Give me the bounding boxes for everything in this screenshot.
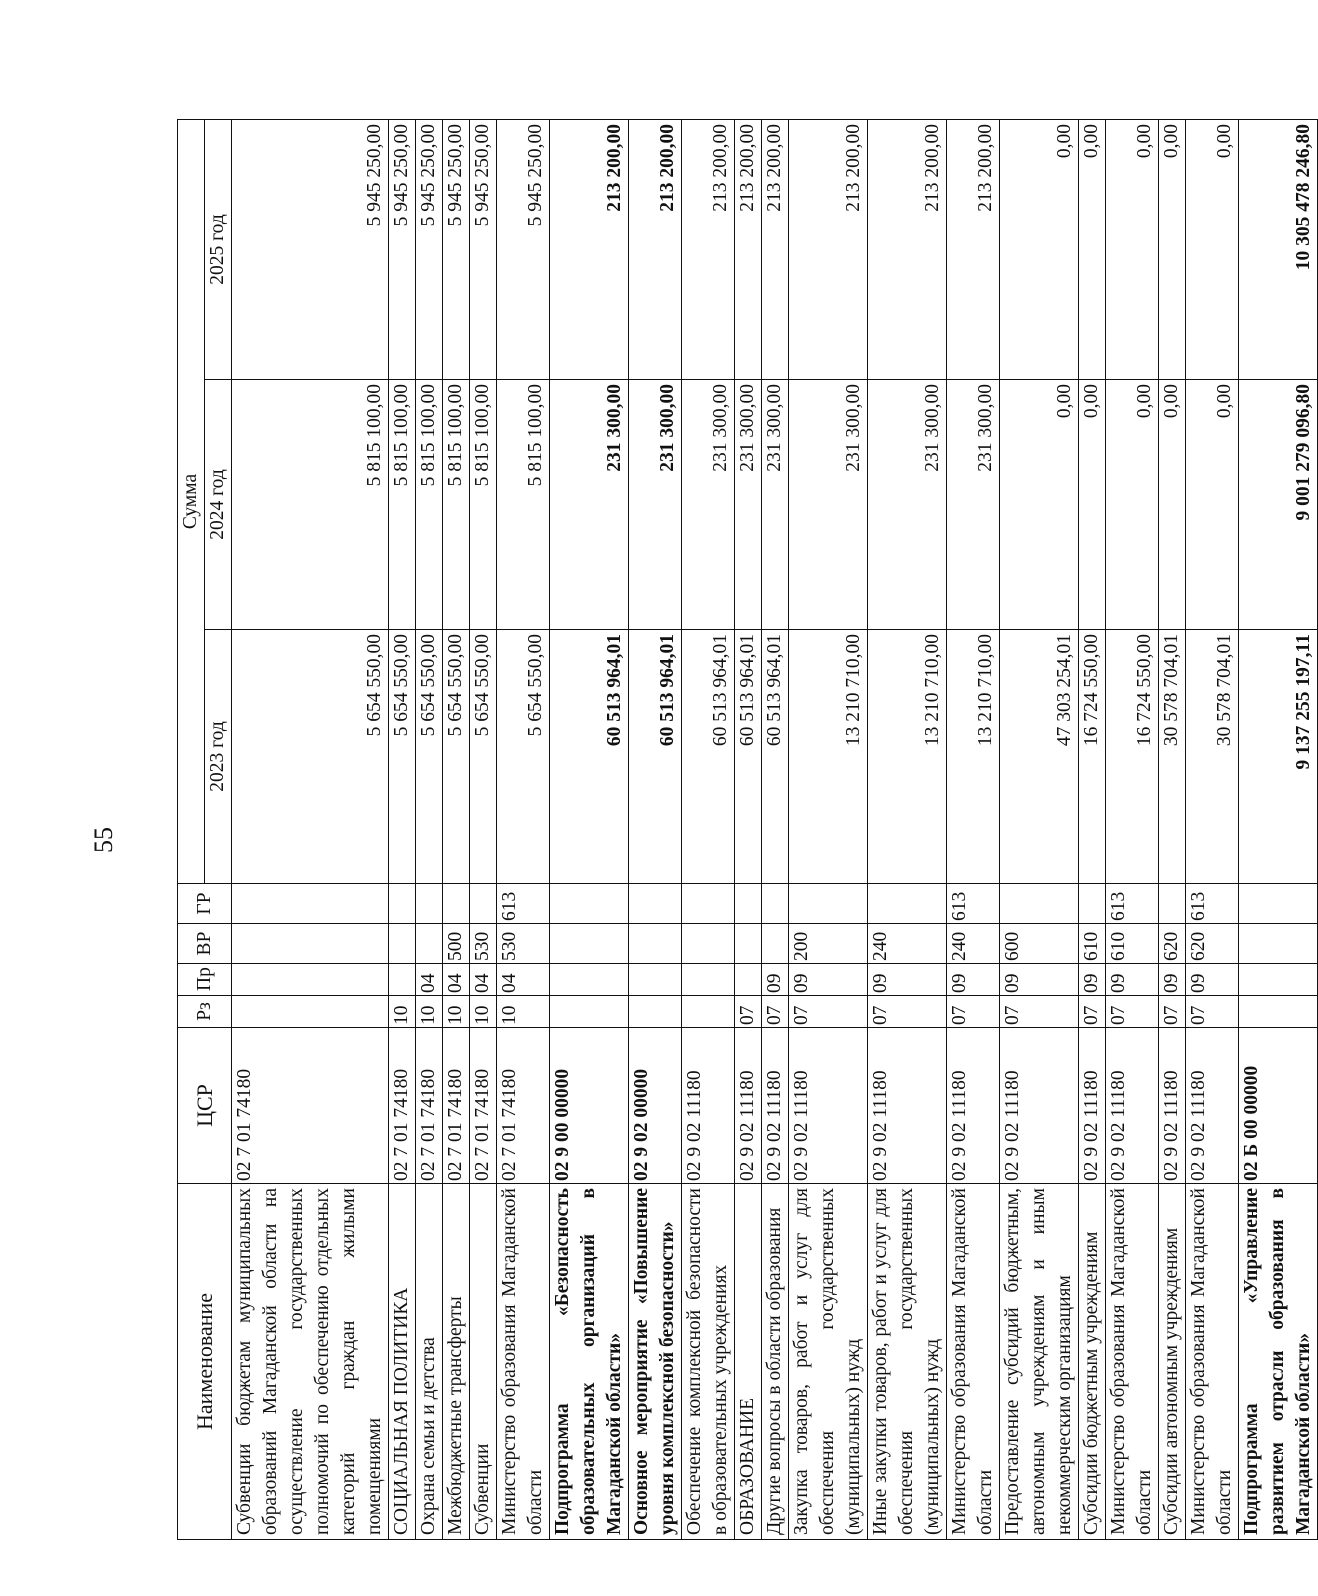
cell-csr: 02 9 02 11180: [682, 1028, 735, 1184]
cell-2024: 231 300,00: [735, 380, 762, 630]
cell-vr: [1239, 924, 1318, 964]
cell-gr: [629, 884, 682, 924]
header-row-1: [178, 120, 205, 1540]
cell-name: Субсидии автономным учреждениям: [1159, 1184, 1186, 1540]
cell-2023: 16 724 550,00: [1106, 630, 1159, 884]
cell-name: Другие вопросы в области образования: [762, 1184, 789, 1540]
cell-2025: 213 200,00: [550, 120, 629, 380]
cell-2024: 0,00: [1000, 380, 1079, 630]
table-row: [443, 120, 470, 1540]
cell-pr: 09: [1106, 964, 1159, 996]
cell-rz: 07: [1000, 996, 1079, 1028]
cell-2025: 5 945 250,00: [470, 120, 497, 380]
table-row: [1239, 120, 1318, 1540]
cell-rz: [682, 996, 735, 1028]
cell-csr: 02 9 02 11180: [868, 1028, 947, 1184]
cell-2023: 5 654 550,00: [389, 630, 416, 884]
cell-vr: 500: [443, 924, 470, 964]
cell-name: Субвенции: [470, 1184, 497, 1540]
table-row: [735, 120, 762, 1540]
cell-gr: 613: [1186, 884, 1239, 924]
table-row: [232, 120, 389, 1540]
cell-vr: 240: [868, 924, 947, 964]
cell-2025: 0,00: [1000, 120, 1079, 380]
cell-2025: 0,00: [1159, 120, 1186, 380]
cell-csr: 02 7 01 74180: [389, 1028, 416, 1184]
table-row: [1079, 120, 1106, 1540]
cell-pr: [232, 964, 389, 996]
cell-gr: 613: [497, 884, 550, 924]
table-body: [232, 120, 1318, 1540]
header-2023: 2023 год: [205, 630, 232, 884]
cell-rz: 07: [1079, 996, 1106, 1028]
cell-vr: 600: [1000, 924, 1079, 964]
cell-2024: 231 300,00: [762, 380, 789, 630]
cell-2024: 0,00: [1106, 380, 1159, 630]
cell-gr: 613: [947, 884, 1000, 924]
cell-2024: 9 001 279 096,80: [1239, 380, 1318, 630]
cell-csr: 02 9 02 00000: [629, 1028, 682, 1184]
cell-2025: 5 945 250,00: [443, 120, 470, 380]
cell-2024: 5 815 100,00: [497, 380, 550, 630]
cell-pr: 04: [470, 964, 497, 996]
cell-name: Основное мероприятие «Повышение уровня комплексной безопасности»: [629, 1184, 682, 1540]
cell-rz: [232, 996, 389, 1028]
cell-2023: 5 654 550,00: [497, 630, 550, 884]
cell-rz: 07: [868, 996, 947, 1028]
cell-pr: 04: [497, 964, 550, 996]
cell-rz: 07: [789, 996, 868, 1028]
cell-2023: 60 513 964,01: [629, 630, 682, 884]
cell-2024: 231 300,00: [629, 380, 682, 630]
cell-rz: 07: [1159, 996, 1186, 1028]
cell-2024: 5 815 100,00: [470, 380, 497, 630]
rotated-table-container: [177, 120, 1318, 1540]
cell-2023: 13 210 710,00: [789, 630, 868, 884]
cell-pr: 04: [416, 964, 443, 996]
cell-rz: 07: [1186, 996, 1239, 1028]
table-row: [629, 120, 682, 1540]
cell-csr: 02 9 02 11180: [1186, 1028, 1239, 1184]
cell-csr: 02 7 01 74180: [443, 1028, 470, 1184]
cell-2023: 9 137 255 197,11: [1239, 630, 1318, 884]
cell-csr: 02 9 02 11180: [762, 1028, 789, 1184]
table-row: [497, 120, 550, 1540]
cell-2024: 231 300,00: [947, 380, 1000, 630]
cell-gr: [1239, 884, 1318, 924]
cell-vr: [389, 924, 416, 964]
cell-name: Охрана семьи и детства: [416, 1184, 443, 1540]
cell-2025: 0,00: [1186, 120, 1239, 380]
cell-2024: 231 300,00: [682, 380, 735, 630]
cell-vr: [550, 924, 629, 964]
cell-2024: 5 815 100,00: [443, 380, 470, 630]
cell-vr: [416, 924, 443, 964]
cell-gr: [389, 884, 416, 924]
cell-csr: 02 Б 00 00000: [1239, 1028, 1318, 1184]
cell-pr: [682, 964, 735, 996]
table-row: [789, 120, 868, 1540]
header-rz: Рз: [178, 996, 232, 1028]
header-name: Наименование: [178, 1184, 232, 1540]
cell-csr: 02 7 01 74180: [497, 1028, 550, 1184]
cell-vr: 530: [497, 924, 550, 964]
cell-2023: 5 654 550,00: [443, 630, 470, 884]
cell-2024: 231 300,00: [789, 380, 868, 630]
cell-gr: 613: [1106, 884, 1159, 924]
cell-2025: 213 200,00: [762, 120, 789, 380]
cell-2025: 213 200,00: [947, 120, 1000, 380]
cell-pr: 09: [1000, 964, 1079, 996]
cell-2023: 60 513 964,01: [762, 630, 789, 884]
cell-2024: 0,00: [1186, 380, 1239, 630]
cell-vr: 200: [789, 924, 868, 964]
cell-vr: 610: [1106, 924, 1159, 964]
cell-rz: 10: [470, 996, 497, 1028]
cell-vr: [735, 924, 762, 964]
cell-2025: 5 945 250,00: [389, 120, 416, 380]
table-row: [1106, 120, 1159, 1540]
cell-2023: 5 654 550,00: [416, 630, 443, 884]
cell-2025: 213 200,00: [682, 120, 735, 380]
cell-2024: 5 815 100,00: [389, 380, 416, 630]
cell-2023: 60 513 964,01: [735, 630, 762, 884]
cell-name: Министерство образования Магаданской области: [497, 1184, 550, 1540]
cell-vr: 530: [470, 924, 497, 964]
cell-rz: 10: [443, 996, 470, 1028]
cell-2024: 0,00: [1079, 380, 1106, 630]
cell-rz: 07: [1106, 996, 1159, 1028]
cell-2025: 213 200,00: [868, 120, 947, 380]
header-sum: Сумма: [178, 120, 205, 884]
cell-gr: [550, 884, 629, 924]
header-gr: ГР: [178, 884, 232, 924]
table-row: [682, 120, 735, 1540]
cell-csr: 02 7 01 74180: [232, 1028, 389, 1184]
cell-2024: 231 300,00: [868, 380, 947, 630]
cell-csr: 02 9 02 11180: [1106, 1028, 1159, 1184]
cell-name: Министерство образования Магаданской области: [1186, 1184, 1239, 1540]
cell-pr: 04: [443, 964, 470, 996]
cell-csr: 02 9 02 11180: [1159, 1028, 1186, 1184]
cell-name: Субвенции бюджетам муниципальных образований Магаданской области на осуществление государственных полномочий по обеспечению отдельных категорий граждан жилыми помещениями: [232, 1184, 389, 1540]
cell-rz: [1239, 996, 1318, 1028]
cell-gr: [868, 884, 947, 924]
cell-rz: 10: [416, 996, 443, 1028]
cell-2023: 30 578 704,01: [1186, 630, 1239, 884]
cell-name: Закупка товаров, работ и услуг для обеспечения государственных (муниципальных) нужд: [789, 1184, 868, 1540]
cell-2025: 213 200,00: [629, 120, 682, 380]
cell-vr: [762, 924, 789, 964]
cell-rz: [629, 996, 682, 1028]
cell-vr: 620: [1186, 924, 1239, 964]
cell-vr: [232, 924, 389, 964]
header-csr: ЦСР: [178, 1028, 232, 1184]
cell-2025: 0,00: [1106, 120, 1159, 380]
cell-2023: 60 513 964,01: [682, 630, 735, 884]
cell-2025: 5 945 250,00: [416, 120, 443, 380]
table-row: [1000, 120, 1079, 1540]
budget-table: [177, 119, 1318, 1540]
cell-name: Межбюджетные трансферты: [443, 1184, 470, 1540]
header-2024: 2024 год: [205, 380, 232, 630]
cell-pr: 09: [1186, 964, 1239, 996]
cell-2023: 13 210 710,00: [947, 630, 1000, 884]
cell-2024: 5 815 100,00: [232, 380, 389, 630]
cell-csr: 02 9 00 00000: [550, 1028, 629, 1184]
table-row: [947, 120, 1000, 1540]
cell-csr: 02 7 01 74180: [416, 1028, 443, 1184]
cell-2023: 5 654 550,00: [232, 630, 389, 884]
cell-csr: 02 9 02 11180: [1079, 1028, 1106, 1184]
cell-name: Обеспечение комплексной безопасности в образовательных учреждениях: [682, 1184, 735, 1540]
cell-pr: 09: [1079, 964, 1106, 996]
cell-2023: 30 578 704,01: [1159, 630, 1186, 884]
cell-rz: 07: [762, 996, 789, 1028]
cell-2025: 10 305 478 246,80: [1239, 120, 1318, 380]
cell-gr: [682, 884, 735, 924]
table-row: [868, 120, 947, 1540]
cell-pr: 09: [789, 964, 868, 996]
cell-name: Министерство образования Магаданской области: [947, 1184, 1000, 1540]
table-row: [416, 120, 443, 1540]
cell-vr: 610: [1079, 924, 1106, 964]
cell-name: Подпрограмма «Безопасность образовательных организаций в Магаданской области»: [550, 1184, 629, 1540]
cell-vr: 240: [947, 924, 1000, 964]
cell-vr: 620: [1159, 924, 1186, 964]
cell-gr: [1159, 884, 1186, 924]
cell-vr: [629, 924, 682, 964]
cell-2025: 213 200,00: [789, 120, 868, 380]
cell-pr: 09: [1159, 964, 1186, 996]
cell-2025: 0,00: [1079, 120, 1106, 380]
table-row: [470, 120, 497, 1540]
page-number: 55: [89, 827, 118, 853]
cell-name: ОБРАЗОВАНИЕ: [735, 1184, 762, 1540]
cell-2023: 13 210 710,00: [868, 630, 947, 884]
cell-rz: 07: [735, 996, 762, 1028]
cell-pr: 09: [868, 964, 947, 996]
cell-gr: [470, 884, 497, 924]
cell-rz: 10: [497, 996, 550, 1028]
cell-csr: 02 9 02 11180: [947, 1028, 1000, 1184]
cell-gr: [762, 884, 789, 924]
cell-gr: [735, 884, 762, 924]
table-row: [762, 120, 789, 1540]
cell-gr: [443, 884, 470, 924]
cell-name: Подпрограмма «Управление развитием отрасли образования в Магаданской области»: [1239, 1184, 1318, 1540]
cell-csr: 02 9 02 11180: [789, 1028, 868, 1184]
cell-pr: [389, 964, 416, 996]
cell-csr: 02 9 02 11180: [735, 1028, 762, 1184]
cell-gr: [789, 884, 868, 924]
cell-pr: [1239, 964, 1318, 996]
header-2025: 2025 год: [205, 120, 232, 380]
cell-2025: 5 945 250,00: [232, 120, 389, 380]
cell-2024: 5 815 100,00: [416, 380, 443, 630]
header-pr: Пр: [178, 964, 232, 996]
cell-2025: 5 945 250,00: [497, 120, 550, 380]
cell-gr: [1079, 884, 1106, 924]
cell-csr: 02 7 01 74180: [470, 1028, 497, 1184]
table-row: [1186, 120, 1239, 1540]
cell-rz: 10: [389, 996, 416, 1028]
cell-2025: 213 200,00: [735, 120, 762, 380]
cell-name: Министерство образования Магаданской области: [1106, 1184, 1159, 1540]
header-vr: ВР: [178, 924, 232, 964]
cell-name: Иные закупки товаров, работ и услуг для обеспечения государственных (муниципальных) нужд: [868, 1184, 947, 1540]
cell-name: Предоставление субсидий бюджетным, автономным учреждениям и иным некоммерческим организациям: [1000, 1184, 1079, 1540]
cell-2023: 5 654 550,00: [470, 630, 497, 884]
table-row: [389, 120, 416, 1540]
cell-2024: 0,00: [1159, 380, 1186, 630]
cell-2023: 16 724 550,00: [1079, 630, 1106, 884]
cell-gr: [232, 884, 389, 924]
table-row: [1159, 120, 1186, 1540]
cell-2023: 60 513 964,01: [550, 630, 629, 884]
cell-gr: [416, 884, 443, 924]
cell-csr: 02 9 02 11180: [1000, 1028, 1079, 1184]
cell-pr: [550, 964, 629, 996]
cell-rz: 07: [947, 996, 1000, 1028]
cell-rz: [550, 996, 629, 1028]
cell-pr: 09: [762, 964, 789, 996]
cell-pr: [629, 964, 682, 996]
cell-name: СОЦИАЛЬНАЯ ПОЛИТИКА: [389, 1184, 416, 1540]
cell-name: Субсидии бюджетным учреждениям: [1079, 1184, 1106, 1540]
cell-pr: 09: [947, 964, 1000, 996]
cell-gr: [1000, 884, 1079, 924]
cell-2023: 47 303 254,01: [1000, 630, 1079, 884]
cell-vr: [682, 924, 735, 964]
cell-2024: 231 300,00: [550, 380, 629, 630]
cell-pr: [735, 964, 762, 996]
table-row: [550, 120, 629, 1540]
